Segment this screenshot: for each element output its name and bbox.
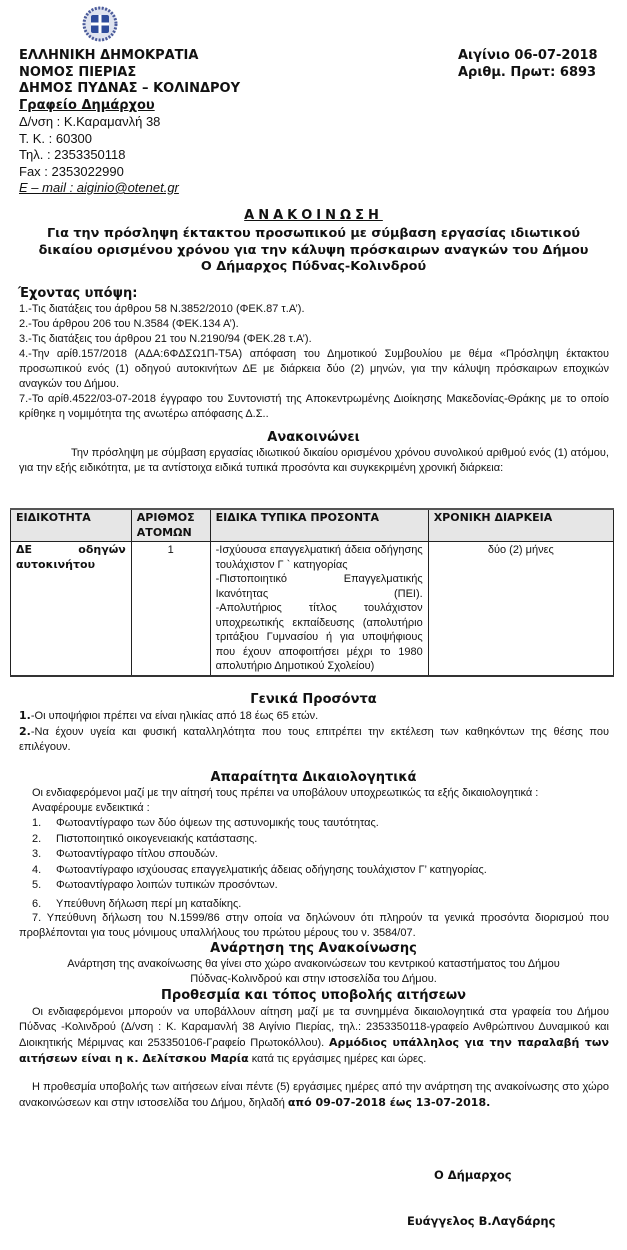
general-item [19, 724, 609, 755]
document-item [32, 863, 487, 879]
column-header: ΑΡΙΘΜΟΣ ΑΤΟΜΩΝ [131, 509, 210, 542]
documents-intro [32, 786, 622, 816]
item-number: 5. [32, 879, 42, 891]
greek-coat-of-arms-icon [82, 6, 118, 42]
postal-code: Τ. Κ. : 60300 [19, 130, 93, 146]
column-header: ΧΡΟΝΙΚΗ ΔΙΑΡΚΕΙΑ [428, 509, 613, 542]
item-number: 6. [32, 897, 42, 910]
phone: Τηλ. : 2353350118 [19, 147, 126, 162]
fax: Fax : 2353022990 [19, 163, 124, 179]
issuer-header [19, 48, 240, 197]
item-number: 1. [19, 709, 31, 722]
general-qualifications-heading: Γενικά Προσόντα [250, 692, 377, 707]
document-item [32, 897, 487, 913]
deadline-text: κατά τις εργάσιμες ημέρες και ώρες. [248, 1053, 427, 1065]
qualification-item: -Απολυτήριος τίτλος τουλάχιστον υποχρεωτικής εκπαίδευσης (απολυτήριο τριτάξιου Γυμνασίου ή για υποψήφιους που έχουν αποφοιτήσει μέχρι το 1980 απολυτήριο Δημοτικού Σχολείου) [215, 602, 423, 672]
positions-table [10, 508, 614, 677]
office-name: Γραφείο Δημάρχου [19, 97, 155, 113]
subtitle-line: Για την πρόσληψη έκτακτου προσωπικού με σύμβαση εργασίας ιδιωτικού [46, 226, 581, 241]
posting-heading: Ανάρτηση της Ανακοίνωσης [210, 941, 417, 956]
posting-line: Ανάρτηση της ανακοίνωσης θα γίνει στο χώρο ανακοινώσεων του κεντρικού καταστήματος του Δήμου [67, 958, 560, 970]
column-header: ΕΙΔΙΚΑ ΤΥΠΙΚΑ ΠΡΟΣΟΝΤΑ [210, 509, 428, 542]
subtitle-line: Ο Δήμαρχος Πύδνας-Κολινδρού [200, 259, 427, 274]
prefecture-name: ΝΟΜΟΣ ΠΙΕΡΙΑΣ [19, 64, 137, 80]
announces-text: Την πρόσληψη με σύμβαση εργασίας ιδιωτικού δικαίου ορισμένου χρόνου συνολικού αριθμού ενός (1) ατόμου, για την εξής ειδικότητα, με τα αντίστοιχα ειδικά τυπικά προσόντα και συγκεκριμένη χρονική διάρκεια: [19, 447, 609, 474]
table-row [11, 542, 614, 676]
address: Δ/νση : Κ.Καραμανλή 38 [19, 114, 161, 129]
document-item [32, 832, 487, 848]
posting-text [0, 957, 627, 987]
document-item [32, 816, 487, 832]
submission-dates: από 09-07-2018 έως 13-07-2018. [287, 1096, 491, 1109]
general-qualifications-list [19, 708, 609, 755]
document-title: ΑΝΑΚΟΙΝΩΣΗ [244, 208, 383, 223]
considering-item: 7.-Το αρίθ.4522/03-07-2018 έγγραφο του Συντονιστή της Αποκεντρωμένης Διοίκησης Μακεδονίας-Θράκης με το οποίο κρίθηκε η νομιμότητα της ανωτέρω απόφασης Δ.Σ.. [19, 393, 609, 420]
table-header-row [11, 509, 614, 542]
municipality-name: ΔΗΜΟΣ ΠΥΔΝΑΣ – ΚΟΛΙΝΔΡΟΥ [19, 81, 241, 96]
duration-cell: δύο (2) μήνες [428, 542, 613, 676]
item-text: Φωτοαντίγραφο λοιπών τυπικών προσόντων. [56, 879, 278, 891]
documents-list [32, 816, 487, 912]
required-documents-heading: Απαραίτητα Δικαιολογητικά [210, 770, 417, 785]
deadline-text: Η προθεσμία υποβολής των αιτήσεων είναι πέντε (5) εργάσιμες ημέρες από την ανάρτηση της ανακοίνωσης στο χώρο ανακοινώσεων και στην ιστοσελίδα του Δήμου, δηλαδή [19, 1081, 609, 1109]
email-link[interactable]: E – mail : aiginio@otenet.gr [19, 180, 179, 195]
document-reference [458, 48, 598, 81]
considering-item: 1.-Τις διατάξεις του άρθρου 58 Ν.3852/2010 (ΦΕΚ.87 τ.Α’). [19, 303, 305, 315]
document-item [32, 878, 487, 894]
deadline-paragraph-1 [19, 1005, 609, 1067]
item-text: Φωτοαντίγραφο τίτλου σπουδών. [56, 848, 218, 860]
item-number: 4. [32, 863, 42, 876]
item-number: 2. [32, 832, 42, 845]
item-text: -Να έχουν υγεία και φυσική καταλληλότητα που τους επιτρέπει την εκτέλεση των καθηκόντων της θέσης που επιλέγουν. [19, 726, 609, 753]
announces-heading: Ανακοινώνει [267, 430, 360, 445]
item-number: 1. [32, 817, 42, 829]
country-name: ΕΛΛΗΝΙΚΗ ΔΗΜΟΚΡΑΤΙΑ [19, 48, 199, 63]
qualifications-cell [210, 542, 428, 676]
deadline-heading: Προθεσμία και τόπος υποβολής αιτήσεων [161, 988, 466, 1003]
item-number: 3. [32, 848, 42, 860]
document-item [32, 847, 487, 863]
subtitle-line: δικαίου ορισμένου χρόνου για την κάλυψη πρόσκαιρων αναγκών του Δήμου [38, 242, 589, 258]
considering-item: 2.-Του άρθρου 206 του Ν.3584 (ΦΕΚ.134 Α’). [19, 318, 239, 330]
considering-list [19, 302, 609, 422]
count-cell: 1 [131, 542, 210, 676]
general-item [19, 708, 609, 724]
item-text: Πιστοποιητικό οικογενειακής κατάστασης. [56, 832, 258, 845]
documents-intro-line: Αναφέρουμε ενδεικτικά : [32, 802, 150, 814]
specialty-cell: ΔΕ οδηγών αυτοκινήτου [11, 542, 132, 676]
deadline-text: Οι ενδιαφερόμενοι μπορούν να υποβάλλουν αίτηση μαζί με τα συνημμένα δικαιολογητικά στα γραφεία του Δήμου Πύδνας -Κολινδρού (Δ/νση : Κ. Καραμανλή 38 Αιγίνιο Πιερίας, τηλ.: 2353350118-γραφείο Ανθρώπινου Δυναμικού και Διοικητικής Μέριμνας και 253350106-Γραφείο Πρωτοκόλλου). [19, 1006, 609, 1049]
place-date: Αιγίνιο 06-07-2018 [458, 48, 598, 63]
item-text: Υπεύθυνη δήλωση περί μη καταδίκης. [56, 897, 242, 910]
qualification-item: -Πιστοποιητικό Επαγγελματικής Ικανότητας (ΠΕΙ). [215, 573, 423, 600]
item-text: Φωτοαντίγραφο ισχύουσας επαγγελματικής άδειας οδήγησης τουλάχιστον Γ’ κατηγορίας. [56, 863, 487, 876]
item-text: Φωτοαντίγραφο των δύο όψεων της αστυνομικής τους ταυτότητας. [56, 817, 379, 829]
deadline-paragraph-2 [19, 1080, 609, 1111]
considering-item: 4.-Την αρίθ.157/2018 (ΑΔΑ:6ΦΔΣΩ1Π-Τ5Α) απόφαση του Δημοτικού Συμβουλίου με θέμα «Πρόσληψη έκτακτου προσωπικού ενός (1) οδηγού αυτοκινήτων ΔΕ με διάρκεια δύο (2) μηνών, για την κάλυψη πρόσκαιρων εποχικών αναγκών του Δήμου. [19, 348, 609, 390]
signatory-name: Ευάγγελος Β.Λαγδάρης [407, 1214, 556, 1228]
item-text: -Οι υποψήφιοι πρέπει να είναι ηλικίας από 18 έως 65 ετών. [30, 710, 319, 722]
considering-item: 3.-Τις διατάξεις του άρθρου 21 του Ν.2190/94 (ΦΕΚ.28 τ.Α’). [19, 333, 312, 345]
document-item-7: 7. Υπεύθυνη δήλωση του Ν.1599/86 στην οποία να δηλώνουν ότι πληρούν τα γενικά προσόντα διορισμού που προβλέπονται για τους μόνιμους υπαλλήλους του πρώτου μέρους του ν. 3584/07. [19, 912, 609, 939]
responsible-employee: Αρμόδιος υπάλληλος για την παραλαβή των αιτήσεων είναι η κ. Δελίτσκου Μαρία [19, 1036, 609, 1065]
column-header: ΕΙΔΙΚΟΤΗΤΑ [11, 509, 132, 542]
protocol-number: Αριθμ. Πρωτ: 6893 [458, 64, 597, 80]
qualification-item: -Ισχύουσα επαγγελματική άδεια οδήγησης τουλάχιστον Γ ` κατηγορίας [215, 544, 423, 571]
considering-heading: Έχοντας υπόψη: [18, 286, 138, 301]
posting-line: Πύδνας-Κολινδρού και στην ιστοσελίδα του Δήμου. [190, 973, 437, 985]
signatory-role: Ο Δήμαρχος [434, 1168, 512, 1182]
documents-intro-line: Οι ενδιαφερόμενοι μαζί με την αίτησή τους πρέπει να υποβάλουν υποχρεωτικώς τα εξής δικαιολογητικά : [32, 787, 539, 799]
item-number: 2. [19, 725, 31, 738]
document-subtitle [10, 226, 617, 276]
